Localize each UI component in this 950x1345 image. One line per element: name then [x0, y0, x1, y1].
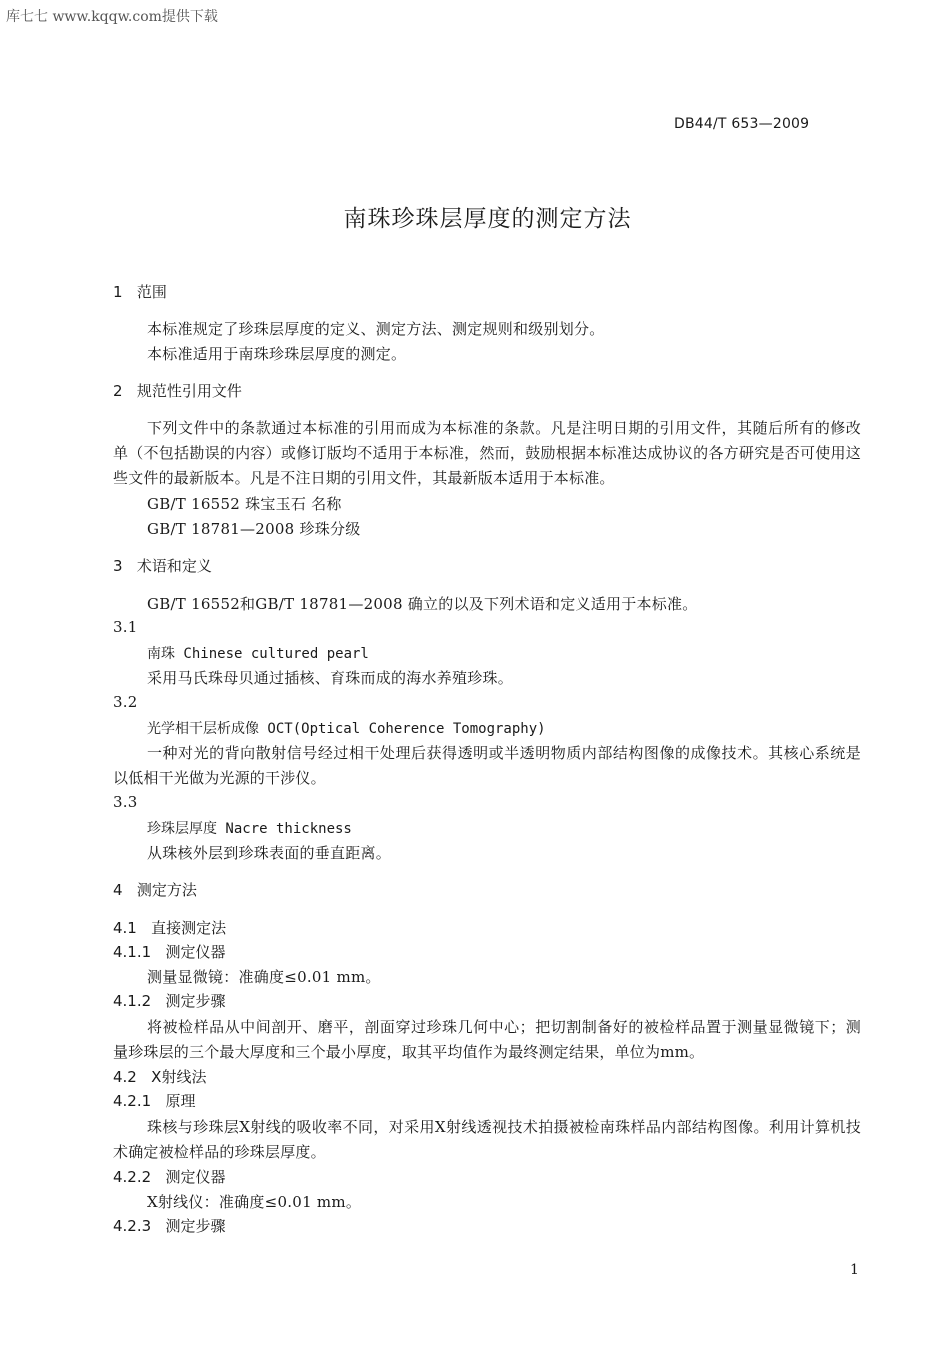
paragraph: 本标准适用于南珠珍珠层厚度的测定。: [147, 345, 407, 363]
subsection-number: 4.2.2: [113, 1168, 152, 1186]
paragraph: 下列文件中的条款通过本标准的引用而成为本标准的条款。凡是注明日期的引用文件，其随后所有的修改单（不包括勘误的内容）或修订版均不适用于本标准，然而，鼓励根据本标准达成协议的各方研究是否可使用这些文件的最新版本。凡是不注日期的引用文件，其最新版本适用于本标准。: [113, 419, 861, 487]
term-number: 3.2: [113, 693, 138, 711]
term-definition: 一种对光的背向散射信号经过相干处理后获得透明或半透明物质内部结构图像的成像技术。其核心系统是以低相干光做为光源的干涉仪。: [113, 744, 861, 787]
section-title: 测定方法: [136, 881, 197, 899]
section-title: 范围: [136, 283, 167, 301]
term-title: 珍珠层厚度 Nacre thickness: [147, 821, 352, 837]
subsection-title: 测定仪器: [165, 1168, 226, 1186]
section-title: 术语和定义: [136, 557, 212, 575]
document-title: 南珠珍珠层厚度的测定方法: [343, 206, 632, 232]
term-title: 南珠 Chinese cultured pearl: [147, 646, 369, 662]
subsection-number: 4.1.1: [113, 943, 152, 961]
subsection-heading: [113, 1066, 206, 1087]
paragraph: 珠核与珍珠层X射线的吸收率不同，对采用X射线透视技术拍摄被检南珠样品内部结构图像。利用计算机技术确定被检样品的珍珠层厚度。: [113, 1118, 861, 1161]
section-number: 3: [113, 557, 123, 575]
page-number: 1: [850, 1262, 859, 1278]
subsection-title: 原理: [165, 1092, 196, 1110]
section-4-heading: [113, 879, 197, 900]
term-number: 3.1: [113, 618, 138, 636]
subsection-heading: [113, 917, 226, 938]
subsection-heading: [113, 1166, 226, 1187]
section-number: 2: [113, 382, 123, 400]
subsection-number: 4.2.1: [113, 1092, 152, 1110]
paragraph: 本标准规定了珍珠层厚度的定义、测定方法、测定规则和级别划分。: [147, 320, 605, 338]
section-3-heading: [113, 555, 212, 576]
term-definition: 采用马氏珠母贝通过插核、育珠而成的海水养殖珍珠。: [147, 669, 514, 687]
subsection-number: 4.1.2: [113, 992, 152, 1010]
reference-item: GB/T 18781—2008 珍珠分级: [147, 520, 361, 538]
section-title: 规范性引用文件: [136, 382, 242, 400]
subsection-title: 测定步骤: [165, 1217, 226, 1235]
paragraph: 测量显微镜：准确度≤0.01 mm。: [147, 968, 381, 986]
watermark: 库七七 www.kqqw.com提供下载: [6, 9, 218, 25]
subsection-title: 测定步骤: [165, 992, 226, 1010]
subsection-title: 直接测定法: [151, 919, 227, 937]
paragraph: 将被检样品从中间剖开、磨平，剖面穿过珍珠几何中心；把切割制备好的被检样品置于测量显微镜下；测量珍珠层的三个最大厚度和三个最小厚度，取其平均值作为最终测定结果，单位为mm。: [113, 1018, 861, 1061]
subsection-heading: [113, 1090, 196, 1111]
subsection-heading: [113, 990, 226, 1011]
subsection-title: X射线法: [151, 1068, 207, 1086]
reference-item: GB/T 16552 珠宝玉石 名称: [147, 495, 342, 513]
term-number: 3.3: [113, 793, 138, 811]
paragraph: X射线仪：准确度≤0.01 mm。: [147, 1193, 362, 1211]
subsection-heading: [113, 941, 226, 962]
subsection-number: 4.1: [113, 919, 137, 937]
section-number: 4: [113, 881, 123, 899]
subsection-title: 测定仪器: [165, 943, 226, 961]
term-definition: 从珠核外层到珍珠表面的垂直距离。: [147, 844, 392, 862]
paragraph: GB/T 16552和GB/T 18781—2008 确立的以及下列术语和定义适用于本标准。: [147, 595, 698, 613]
section-2-heading: [113, 380, 242, 401]
subsection-number: 4.2: [113, 1068, 137, 1086]
subsection-heading: [113, 1215, 226, 1236]
term-title: 光学相干层析成像 OCT(Optical Coherence Tomography): [147, 721, 546, 737]
section-number: 1: [113, 283, 123, 301]
subsection-number: 4.2.3: [113, 1217, 152, 1235]
section-1-heading: [113, 281, 167, 302]
standard-code: DB44/T 653—2009: [674, 116, 810, 132]
